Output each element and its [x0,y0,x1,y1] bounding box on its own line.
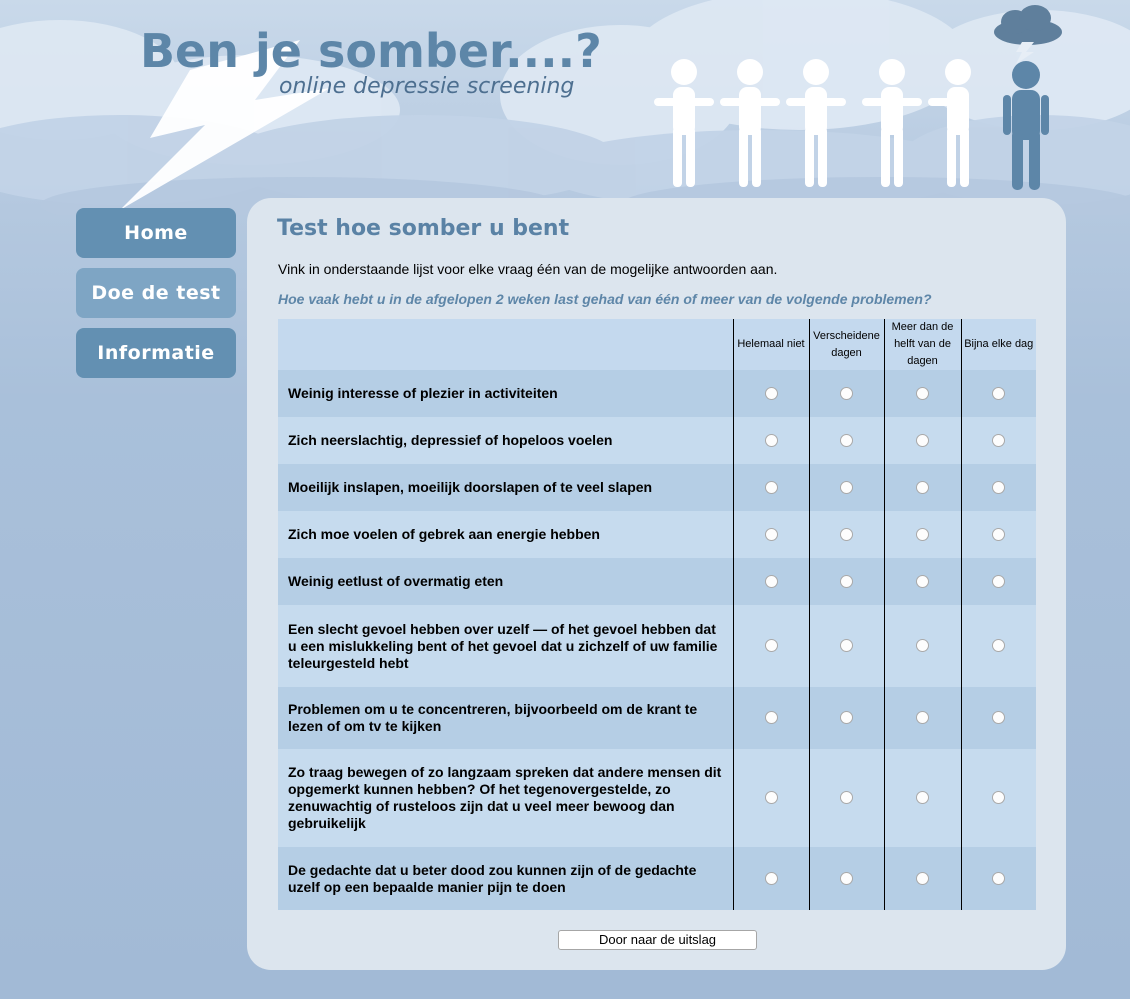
option-cell [809,847,884,910]
radio-button[interactable] [840,481,853,494]
radio-button[interactable] [916,639,929,652]
column-header: Meer dan de helft van de dagen [884,319,961,370]
radio-button[interactable] [992,711,1005,724]
radio-button[interactable] [840,791,853,804]
page-title: Test hoe somber u bent [277,216,570,241]
option-cell [809,687,884,749]
radio-button[interactable] [916,872,929,885]
option-cell [733,847,809,910]
nav-informatie-button[interactable]: Informatie [76,328,236,378]
radio-button[interactable] [916,528,929,541]
question-item: Zo traag bewegen of zo langzaam spreken dat andere mensen dit opgemerkt kunnen hebben? Of het tegenovergestelde, zo zenuwachtig of rusteloos zijn dat u veel meer bewoog dan gebruikelijk [278,749,733,847]
question-item: Weinig eetlust of overmatig eten [278,558,733,605]
column-header: Helemaal niet [733,319,809,370]
radio-button[interactable] [765,639,778,652]
radio-button[interactable] [765,575,778,588]
main-navigation [76,208,236,388]
option-cell [809,558,884,605]
table-row [278,749,1036,847]
option-cell [884,749,961,847]
site-title: Ben je somber....? [140,24,602,78]
radio-button[interactable] [765,481,778,494]
table-row [278,687,1036,749]
survey-table [278,319,1036,910]
radio-button[interactable] [916,481,929,494]
option-cell [733,417,809,464]
option-cell [961,511,1036,558]
nav-home-button[interactable]: Home [76,208,236,258]
table-header-blank [278,319,733,370]
radio-button[interactable] [840,639,853,652]
question-item: Problemen om u te concentreren, bijvoorbeeld om de krant te lezen of om tv te kijken [278,687,733,749]
radio-button[interactable] [992,639,1005,652]
radio-button[interactable] [992,872,1005,885]
radio-button[interactable] [992,481,1005,494]
option-cell [733,687,809,749]
option-cell [961,370,1036,417]
option-cell [733,749,809,847]
option-cell [733,464,809,511]
header-banner [0,0,1130,215]
option-cell [733,605,809,687]
radio-button[interactable] [765,711,778,724]
radio-button[interactable] [840,434,853,447]
option-cell [961,605,1036,687]
option-cell [809,370,884,417]
radio-button[interactable] [765,434,778,447]
question-text: Hoe vaak hebt u in de afgelopen 2 weken last gehad van één of meer van de volgende problemen? [278,291,932,307]
table-row [278,417,1036,464]
radio-button[interactable] [765,872,778,885]
option-cell [961,749,1036,847]
table-row [278,558,1036,605]
option-cell [884,464,961,511]
table-row [278,511,1036,558]
radio-button[interactable] [916,791,929,804]
option-cell [809,417,884,464]
question-item: Een slecht gevoel hebben over uzelf — of het gevoel hebben dat u een mislukkeling bent of het gevoel dat u zichzelf of uw familie teleurgesteld hebt [278,605,733,687]
question-item: De gedachte dat u beter dood zou kunnen zijn of de gedachte uzelf op een bepaalde manier pijn te doen [278,847,733,910]
radio-button[interactable] [840,711,853,724]
option-cell [961,417,1036,464]
option-cell [809,605,884,687]
option-cell [961,558,1036,605]
radio-button[interactable] [840,575,853,588]
table-header-row [278,319,1036,370]
question-item: Zich neerslachtig, depressief of hopeloos voelen [278,417,733,464]
option-cell [733,511,809,558]
radio-button[interactable] [992,791,1005,804]
option-cell [809,511,884,558]
content-panel [247,198,1066,970]
radio-button[interactable] [840,387,853,400]
radio-button[interactable] [916,711,929,724]
intro-text: Vink in onderstaande lijst voor elke vraag één van de mogelijke antwoorden aan. [278,261,778,277]
option-cell [809,464,884,511]
radio-button[interactable] [840,528,853,541]
question-item: Weinig interesse of plezier in activiteiten [278,370,733,417]
submit-button[interactable]: Door naar de uitslag [558,930,757,950]
table-row [278,605,1036,687]
radio-button[interactable] [992,575,1005,588]
radio-button[interactable] [992,387,1005,400]
option-cell [961,847,1036,910]
radio-button[interactable] [840,872,853,885]
site-subtitle: online depressie screening [279,74,575,99]
radio-button[interactable] [765,387,778,400]
column-header: Verscheidene dagen [809,319,884,370]
column-header: Bijna elke dag [961,319,1036,370]
radio-button[interactable] [916,434,929,447]
radio-button[interactable] [992,434,1005,447]
question-item: Zich moe voelen of gebrek aan energie hebben [278,511,733,558]
option-cell [884,847,961,910]
option-cell [884,370,961,417]
table-row [278,847,1036,910]
option-cell [884,558,961,605]
question-item: Moeilijk inslapen, moeilijk doorslapen of te veel slapen [278,464,733,511]
nav-doe-de-test-button[interactable]: Doe de test [76,268,236,318]
option-cell [884,417,961,464]
option-cell [733,370,809,417]
option-cell [733,558,809,605]
option-cell [884,605,961,687]
radio-button[interactable] [916,387,929,400]
table-row [278,370,1036,417]
option-cell [884,511,961,558]
option-cell [961,687,1036,749]
option-cell [809,749,884,847]
table-row [278,464,1036,511]
radio-button[interactable] [992,528,1005,541]
radio-button[interactable] [916,575,929,588]
radio-button[interactable] [765,791,778,804]
radio-button[interactable] [765,528,778,541]
option-cell [884,687,961,749]
option-cell [961,464,1036,511]
